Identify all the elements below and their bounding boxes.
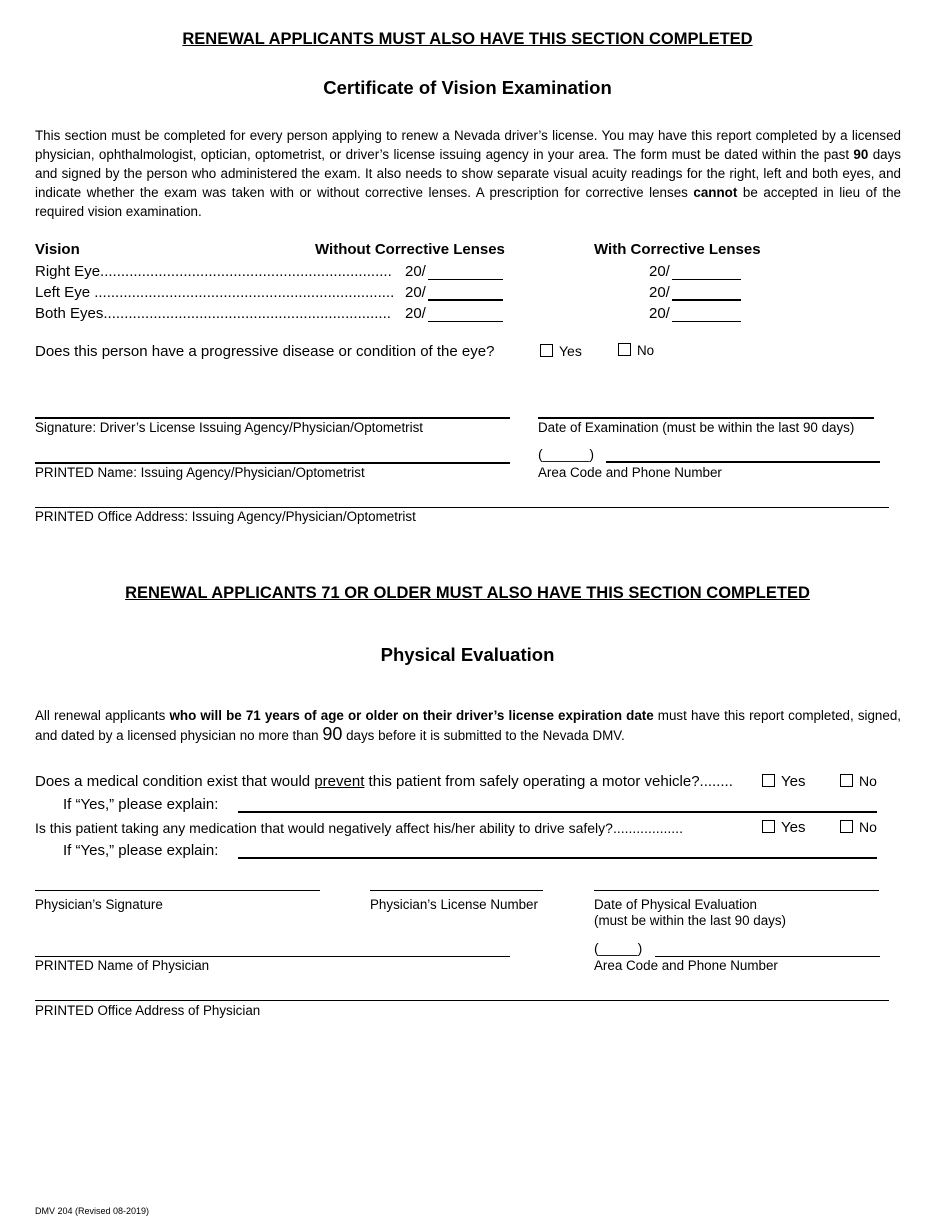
progressive-no-option[interactable]: No xyxy=(618,343,654,358)
physician-phone-area-code[interactable]: (_____) xyxy=(594,940,643,956)
physician-printed-name-line[interactable] xyxy=(35,956,510,957)
vision-phone-label: Area Code and Phone Number xyxy=(538,465,722,480)
left-eye-with-field[interactable] xyxy=(672,299,741,301)
checkbox-icon[interactable] xyxy=(762,820,775,833)
vision-exam-date-line[interactable] xyxy=(538,417,874,419)
left-eye-with-prefix: 20/ xyxy=(649,284,670,301)
physical-eval-date-note: (must be within the last 90 days) xyxy=(594,913,787,928)
vision-phone-line[interactable] xyxy=(606,461,880,463)
form-footer: DMV 204 (Revised 08-2019) xyxy=(35,1206,150,1216)
both-eyes-without-prefix: 20/ xyxy=(405,305,426,322)
right-eye-label: Right Eye...................................................................... xyxy=(35,263,392,280)
physical-section-title: Physical Evaluation xyxy=(380,644,555,665)
vision-address-line[interactable] xyxy=(35,507,889,508)
vision-exam-date-label: Date of Examination (must be within the last 90 days) xyxy=(538,420,855,435)
physical-section-header: RENEWAL APPLICANTS 71 OR OLDER MUST ALSO HAVE THIS SECTION COMPLETED xyxy=(125,584,810,602)
physical-eval-date-label: Date of Physical Evaluation xyxy=(594,897,758,912)
medical-condition-explain-label: If “Yes,” please explain: xyxy=(63,796,219,813)
medical-condition-explain-field[interactable] xyxy=(238,811,877,813)
vision-printed-name-label: PRINTED Name: Issuing Agency/Physician/Optometrist xyxy=(35,465,365,480)
vision-address-label: PRINTED Office Address: Issuing Agency/Physician/Optometrist xyxy=(35,509,416,524)
physician-license-label: Physician’s License Number xyxy=(370,897,538,912)
vision-phone-area-code[interactable]: (______) xyxy=(538,446,595,462)
left-eye-without-prefix: 20/ xyxy=(405,284,426,301)
physician-phone-label: Area Code and Phone Number xyxy=(594,958,778,973)
physician-printed-name-label: PRINTED Name of Physician xyxy=(35,958,210,973)
checkbox-icon[interactable] xyxy=(618,343,631,356)
checkbox-icon[interactable] xyxy=(540,344,553,357)
left-eye-label: Left Eye ........................................................................ xyxy=(35,284,395,301)
medication-question: Is this patient taking any medication that would negatively affect his/her ability to drive safely?.................. xyxy=(35,820,683,836)
checkbox-icon[interactable] xyxy=(840,820,853,833)
progressive-yes-option[interactable]: Yes xyxy=(540,343,582,359)
physician-address-label: PRINTED Office Address of Physician xyxy=(35,1003,261,1018)
vision-intro: This section must be completed for every person applying to renew a Nevada driver’s license. You may have this report completed by a licensed physician, ophthalmologist, optician, optometrist, or driver’s license issuing agency in your area. The form must be dated within the past 90 days and signed by the person who administered the exam. It also needs to show separate visual acuity readings for the right, left and both eyes, and indicate whether the exam was taken with or without corrective lenses. A prescription for corrective lenses cannot be accepted in lieu of the required vision examination. xyxy=(35,128,901,219)
physical-eval-date-line[interactable] xyxy=(594,890,879,891)
physician-license-line[interactable] xyxy=(370,890,543,891)
medical-condition-yes-option[interactable]: Yes xyxy=(762,773,805,790)
left-eye-without-field[interactable] xyxy=(428,299,503,301)
both-eyes-label: Both Eyes..................................................................... xyxy=(35,305,391,322)
both-eyes-without-field[interactable] xyxy=(428,321,503,322)
medication-yes-option[interactable]: Yes xyxy=(762,819,805,836)
col-with-header: With Corrective Lenses xyxy=(594,241,761,258)
vision-section-title: Certificate of Vision Examination xyxy=(323,77,612,98)
right-eye-without-prefix: 20/ xyxy=(405,263,426,280)
progressive-disease-question: Does this person have a progressive disease or condition of the eye? xyxy=(35,343,495,360)
right-eye-without-field[interactable] xyxy=(428,279,503,280)
vision-section-header: RENEWAL APPLICANTS MUST ALSO HAVE THIS SECTION COMPLETED xyxy=(182,30,753,48)
medication-explain-field[interactable] xyxy=(238,857,877,859)
right-eye-with-field[interactable] xyxy=(672,279,741,280)
vision-printed-name-line[interactable] xyxy=(35,462,510,464)
vision-signature-line[interactable] xyxy=(35,417,510,419)
medication-explain-label: If “Yes,” please explain: xyxy=(63,842,219,859)
physician-phone-line[interactable] xyxy=(655,956,880,957)
checkbox-icon[interactable] xyxy=(762,774,775,787)
physician-signature-label: Physician’s Signature xyxy=(35,897,163,912)
col-vision-header: Vision xyxy=(35,241,80,258)
right-eye-with-prefix: 20/ xyxy=(649,263,670,280)
physician-signature-line[interactable] xyxy=(35,890,320,891)
checkbox-icon[interactable] xyxy=(840,774,853,787)
vision-signature-label: Signature: Driver’s License Issuing Agency/Physician/Optometrist xyxy=(35,420,424,435)
col-without-header: Without Corrective Lenses xyxy=(315,241,505,258)
physician-address-line[interactable] xyxy=(35,1000,889,1001)
medical-condition-question: Does a medical condition exist that would prevent this patient from safely operating a motor vehicle?........ xyxy=(35,773,733,790)
medication-no-option[interactable]: No xyxy=(840,819,877,835)
both-eyes-with-prefix: 20/ xyxy=(649,305,670,322)
medical-condition-no-option[interactable]: No xyxy=(840,773,877,789)
both-eyes-with-field[interactable] xyxy=(672,321,741,322)
physical-intro: All renewal applicants who will be 71 years of age or older on their driver’s license expiration date must have this report completed, signed, and dated by a licensed physician no more than 90 days before it is submitted to the Nevada DMV. xyxy=(35,708,901,744)
